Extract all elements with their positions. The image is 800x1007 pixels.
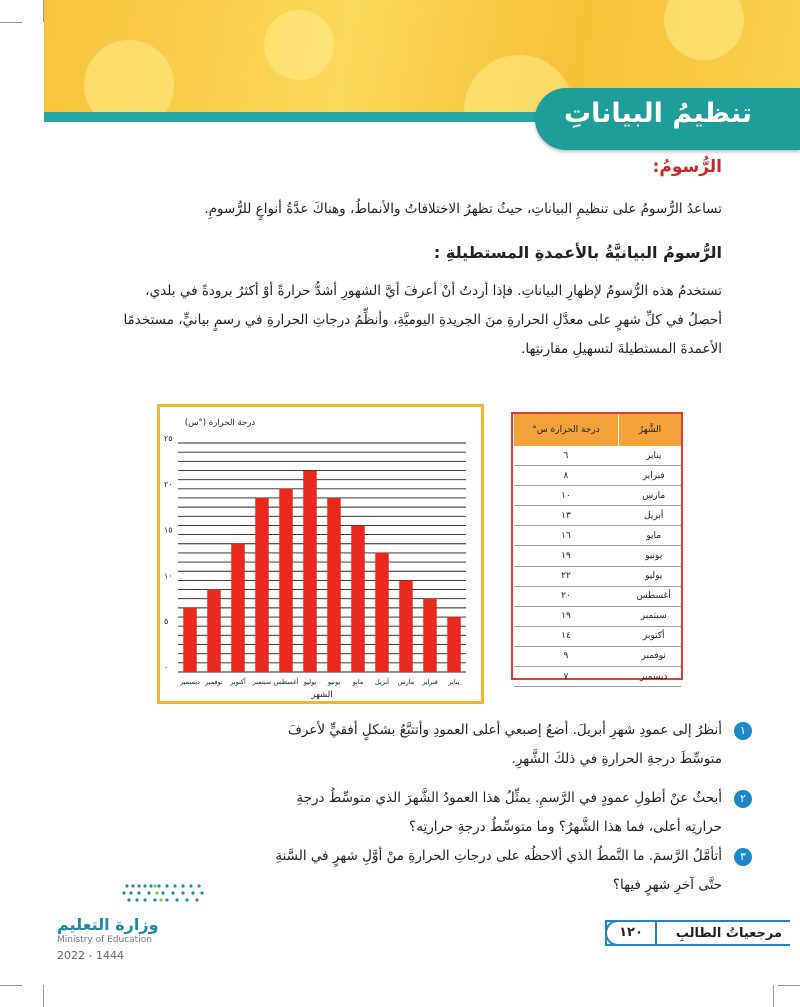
table-cell-temp: ١٤ — [514, 626, 619, 646]
x-tick-label: سبتمبر — [252, 678, 272, 686]
table-cell-temp: ١٣ — [514, 506, 619, 526]
x-tick-label: ديسمبر — [180, 678, 200, 686]
table-row — [514, 626, 682, 646]
crop-mark — [43, 985, 44, 1007]
table-cell-temp: ٢٠ — [514, 586, 619, 606]
bar — [207, 590, 220, 672]
table-cell-month: ديسمبر — [618, 667, 681, 687]
table-row — [514, 546, 682, 566]
table-row — [514, 446, 682, 466]
question-line: متوسِّطَ درجةِ الحرارةِ في ذلكَ الشَّهرِ. — [511, 751, 722, 767]
footer-page-box — [605, 920, 790, 946]
bar — [399, 580, 412, 672]
table-row — [514, 646, 682, 666]
crop-mark — [0, 985, 22, 986]
table-row — [514, 606, 682, 626]
table-row — [514, 526, 682, 546]
logo-year: 2022 - 1444 — [57, 949, 124, 962]
table-row — [514, 486, 682, 506]
x-tick-label: أكتوبر — [230, 678, 246, 686]
table-row — [514, 506, 682, 526]
table-cell-temp: ١٩ — [514, 546, 619, 566]
x-tick-label: يونيو — [327, 678, 341, 686]
x-tick-label: فبراير — [422, 678, 438, 686]
table-cell-month: مارس — [618, 486, 681, 506]
paragraph-line: تستخدمُ هذه الرُّسومُ لإظهارِ البياناتِ. فإذا أردتُ أنْ أعرفَ أيَّ الشهورِ أشدُّ حرارةً أوْ أكثرُ برودةً في بلدي، — [145, 283, 722, 299]
bar — [231, 544, 244, 672]
table-cell-temp: ١٠ — [514, 486, 619, 506]
bar — [183, 608, 196, 672]
table-cell-month: يوليو — [618, 566, 681, 586]
logo-text-english: Ministry of Education — [57, 935, 152, 945]
table-cell-month: يونيو — [618, 546, 681, 566]
footer-label: مرجعياتُ الطالبِ — [675, 926, 782, 941]
x-tick-label: أبريل — [375, 678, 389, 686]
y-tick-label: ٥ — [164, 617, 169, 627]
question-1 — [287, 722, 746, 780]
intro-text: تساعدُ الرُّسومُ على تنظيمِ البياناتِ، حيثُ تظهرُ الاختلافاتُ والأنماطُ، وهناكَ عدَّةُ أنواعٍ للرُّسومِ. — [204, 201, 722, 217]
x-tick-label: أغسطس — [273, 678, 299, 686]
bar — [303, 470, 316, 672]
bar — [279, 489, 292, 672]
x-tick-label: يناير — [448, 678, 460, 686]
question-2 — [296, 790, 746, 848]
table-row — [514, 667, 682, 687]
bar — [351, 525, 364, 672]
question-number-badge: ١ — [734, 722, 752, 740]
y-tick-label: ١٠ — [164, 571, 173, 581]
temperature-table — [511, 412, 683, 680]
bar — [327, 498, 340, 672]
x-tick-label: مارس — [397, 678, 415, 686]
table-cell-month: مايو — [618, 526, 681, 546]
bar-chart — [157, 404, 484, 704]
question-number-badge: ٢ — [734, 790, 752, 808]
question-number-badge: ٣ — [734, 848, 752, 866]
chart-svg — [160, 407, 481, 701]
y-axis-label: درجة الحرارة (°س) — [184, 418, 256, 428]
section-heading: الرُّسومُ: — [652, 157, 722, 177]
table-cell-temp: ١٩ — [514, 606, 619, 626]
x-tick-label: نوفمبر — [205, 678, 223, 686]
y-tick-label: ٠ — [164, 663, 169, 672]
question-line: أنظرُ إلى عمودِ شهرِ أبريلَ. أضعُ إصبعي أعلى العمودِ وأتتبَّعُ بشكلٍ أفقيٍّ لأعرفَ — [287, 722, 722, 738]
title-tab — [535, 88, 800, 150]
question-line: حرارتِه أعلى، فما هذا الشَّهرُ؟ وما متوسِّطُ درجةِ حرارتِه؟ — [409, 819, 722, 835]
table-row — [514, 566, 682, 586]
table — [513, 414, 681, 687]
x-axis-label: الشهر — [311, 690, 333, 700]
question-line: أبحثُ عنْ أطولِ عمودٍ في الرَّسمِ. يمثِّلُ هذا العمودُ الشَّهرَ الذي متوسِّطُ درجةِ — [296, 790, 722, 806]
crop-mark — [773, 985, 774, 1007]
paragraph-line: الأعمدةَ المستطيلةَ لتسهيلِ مقارنتِها. — [521, 341, 722, 357]
x-tick-label: مايو — [352, 678, 364, 686]
table-row — [514, 466, 682, 486]
question-line: أتأمَّلُ الرَّسمَ. ما النَّمطُ الذي ألاحظُه على درجاتِ الحرارةِ منْ أوَّلِ شهرٍ في السَّنةِ — [275, 848, 722, 864]
y-tick-label: ٢٥ — [164, 434, 173, 443]
table-cell-temp: ١٦ — [514, 526, 619, 546]
table-cell-month: نوفمبر — [618, 646, 681, 666]
subheading: الرُّسومُ البيانيَّةُ بالأعمدةِ المستطيلةِ : — [433, 243, 722, 262]
table-cell-temp: ٩ — [514, 646, 619, 666]
table-cell-temp: ٧ — [514, 667, 619, 687]
y-tick-label: ١٥ — [164, 525, 173, 535]
table-header-month: الشَّهرُ — [618, 414, 681, 446]
logo-dots-icon — [119, 880, 207, 908]
page-number: ١٢٠ — [605, 920, 657, 946]
x-tick-label: يوليو — [303, 678, 317, 686]
table-cell-month: سبتمبر — [618, 606, 681, 626]
crop-mark — [778, 985, 800, 986]
bar — [255, 498, 268, 672]
table-cell-month: فبراير — [618, 466, 681, 486]
bar — [447, 617, 460, 672]
table-cell-month: أغسطس — [618, 586, 681, 606]
table-cell-temp: ٢٢ — [514, 566, 619, 586]
question-line: حتَّى آخرِ شهرٍ فيها؟ — [612, 877, 722, 893]
table-header-temp: درجة الحرارة س° — [514, 414, 619, 446]
table-cell-month: أكتوبر — [618, 626, 681, 646]
table-row — [514, 586, 682, 606]
y-tick-label: ٢٠ — [164, 479, 173, 489]
bar — [375, 553, 388, 672]
paragraph-line: أحصلُ في كلِّ شهرٍ على معدَّلِ الحرارةِ منَ الجريدةِ اليوميَّةِ، وأنظِّمُ درجاتِ الحرارةِ في رسمٍ بيانيٍّ، مستخدمًا — [123, 312, 722, 328]
table-cell-temp: ٨ — [514, 466, 619, 486]
question-3 — [275, 848, 746, 906]
table-cell-temp: ٦ — [514, 446, 619, 466]
page-title: تنظيمُ البياناتِ — [563, 98, 752, 129]
crop-mark — [0, 22, 22, 23]
logo-text-arabic: وزارة التعليم — [57, 915, 159, 934]
table-header-row — [514, 414, 682, 446]
table-cell-month: أبريل — [618, 506, 681, 526]
table-cell-month: يناير — [618, 446, 681, 466]
bar — [423, 599, 436, 672]
